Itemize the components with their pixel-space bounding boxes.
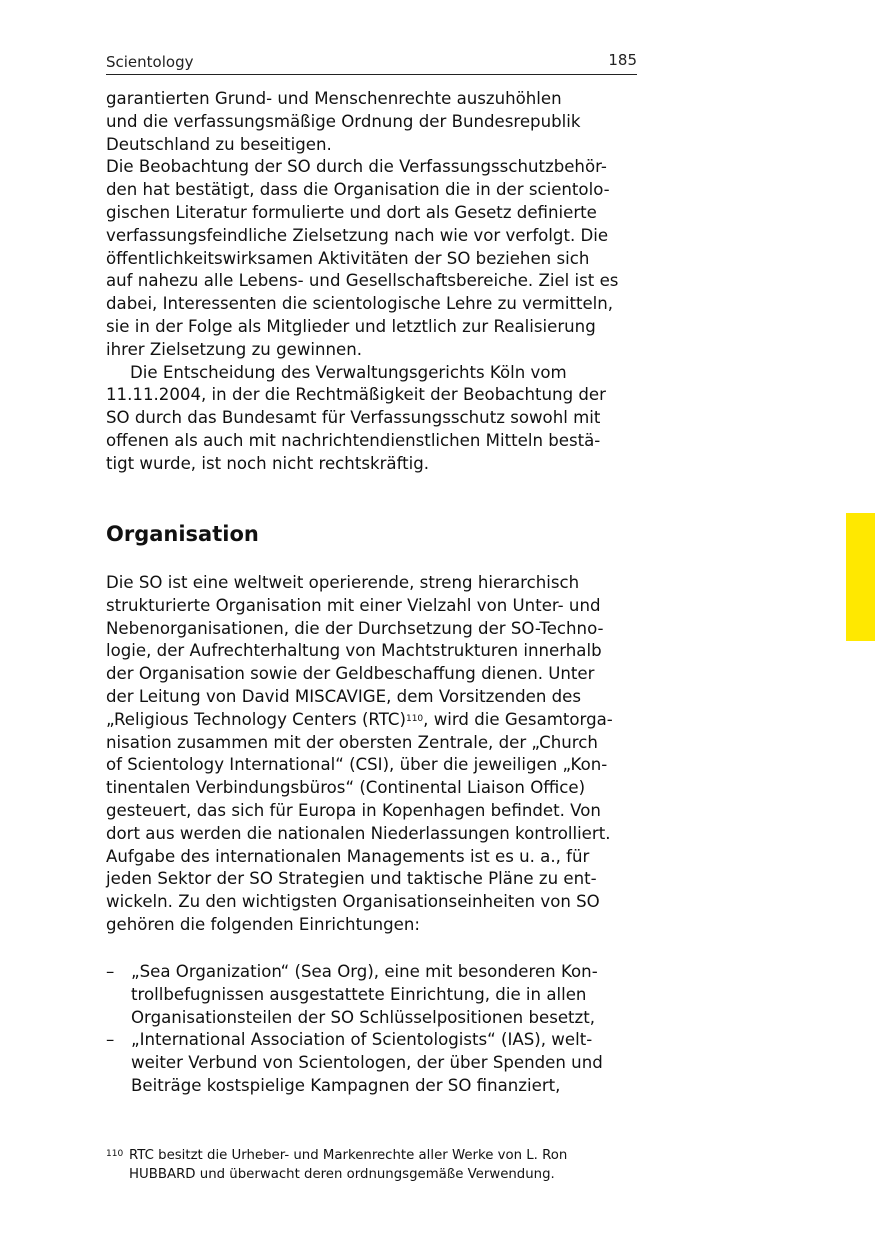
text-line: Aufgabe des internationalen Managements ist es u. a., für (106, 846, 590, 866)
text-line: trollbefugnissen ausgestattete Einrichtung, die in allen (131, 984, 587, 1004)
text-line: tinentalen Verbindungsbüros“ (Continental Liaison Office) (106, 778, 586, 798)
text-line: ihrer Zielsetzung zu gewinnen. (106, 339, 363, 359)
text-line: Organisationsteilen der SO Schlüsselpositionen besetzt, (131, 1007, 596, 1027)
text-line: der Organisation sowie der Geldbeschaffung dienen. Unter (106, 664, 595, 684)
text-line: gehören die folgenden Einrichtungen: (106, 914, 420, 934)
text-fragment: „Religious Technology Centers (RTC) (106, 709, 406, 729)
text-line: sie in der Folge als Mitglieder und letztlich zur Realisierung (106, 316, 596, 336)
text-line: nisation zusammen mit der obersten Zentrale, der „Church (106, 732, 598, 752)
text-line: und die verfassungsmäßige Ordnung der Bundesrepublik (106, 111, 581, 131)
running-title: Scientology (106, 53, 194, 71)
text-line: dort aus werden die nationalen Niederlassungen kontrolliert. (106, 823, 611, 843)
text-line: gesteuert, das sich für Europa in Kopenhagen befindet. Von (106, 800, 601, 820)
footnote-reference[interactable]: 110 (405, 713, 424, 724)
list-dash: – (106, 1030, 115, 1050)
text-line: Beiträge kostspielige Kampagnen der SO finanziert, (131, 1075, 561, 1095)
text-line: of Scientology International“ (CSI), über die jeweiligen „Kon- (106, 755, 608, 775)
text-line: Die Beobachtung der SO durch die Verfassungsschutzbehör- (106, 157, 607, 177)
text-line: logie, der Aufrechterhaltung von Machtstrukturen innerhalb (106, 641, 602, 661)
text-line-with-footnote (106, 709, 637, 732)
text-line: verfassungsfeindliche Zielsetzung nach wie vor verfolgt. Die (106, 225, 609, 245)
text-line: Die Entscheidung des Verwaltungsgerichts Köln vom (130, 362, 567, 382)
text-line: offenen als auch mit nachrichtendienstlichen Mitteln bestä- (106, 430, 601, 450)
text-line: „International Association of Scientologists“ (IAS), welt- (131, 1030, 593, 1050)
list-item (106, 961, 646, 1029)
text-line: auf nahezu alle Lebens- und Gesellschaftsbereiche. Ziel ist es (106, 271, 619, 291)
text-line: wickeln. Zu den wichtigsten Organisationseinheiten von SO (106, 892, 600, 912)
footnote-number: 110 (106, 1149, 124, 1159)
text-line: strukturierte Organisation mit einer Vielzahl von Unter- und (106, 595, 601, 615)
text-line: „Sea Organization“ (Sea Org), eine mit besonderen Kon- (131, 962, 598, 981)
text-line: tigt wurde, ist noch nicht rechtskräftig. (106, 453, 430, 473)
text-line: Die SO ist eine weltweit operierende, streng hierarchisch (106, 573, 580, 592)
text-line: SO durch das Bundesamt für Verfassungsschutz sowohl mit (106, 408, 601, 428)
text-line: der Leitung von David MISCAVIGE, dem Vorsitzenden des (106, 686, 582, 706)
text-line: öffentlichkeitswirksamen Aktivitäten der SO beziehen sich (106, 248, 590, 268)
footnote (106, 1147, 637, 1184)
text-line: garantierten Grund- und Menschenrechte auszuhöhlen (106, 89, 562, 108)
list-dash: – (106, 962, 115, 981)
list-item (106, 1029, 646, 1097)
organisation-paragraph (106, 572, 637, 937)
text-line: jeden Sektor der SO Strategien und taktische Pläne zu ent- (106, 869, 597, 889)
text-fragment: , wird die Gesamtorga- (423, 709, 613, 729)
page-number: 185 (608, 51, 637, 69)
chapter-thumb-tab (846, 513, 875, 641)
text-line: den hat bestätigt, dass die Organisation die in der scientolo- (106, 180, 610, 200)
text-line: dabei, Interessenten die scientologische Lehre zu vermitteln, (106, 294, 614, 314)
text-line: Deutschland zu beseitigen. (106, 134, 332, 154)
text-line: weiter Verbund von Scientologen, der über Spenden und (131, 1053, 603, 1073)
footnote-line: HUBBARD und überwacht deren ordnungsgemäße Verwendung. (129, 1166, 555, 1182)
intro-paragraph (106, 88, 637, 476)
organisation-units-list (106, 961, 646, 1098)
footnote-line: RTC besitzt die Urheber- und Markenrechte aller Werke von L. Ron (129, 1148, 568, 1163)
section-heading: Organisation (106, 522, 259, 546)
text-line: gischen Literatur formulierte und dort als Gesetz definierte (106, 202, 597, 222)
text-line: Nebenorganisationen, die der Durchsetzung der SO-Techno- (106, 618, 604, 638)
page-header (106, 52, 637, 75)
text-line: 11.11.2004, in der die Rechtmäßigkeit der Beobachtung der (106, 385, 606, 405)
